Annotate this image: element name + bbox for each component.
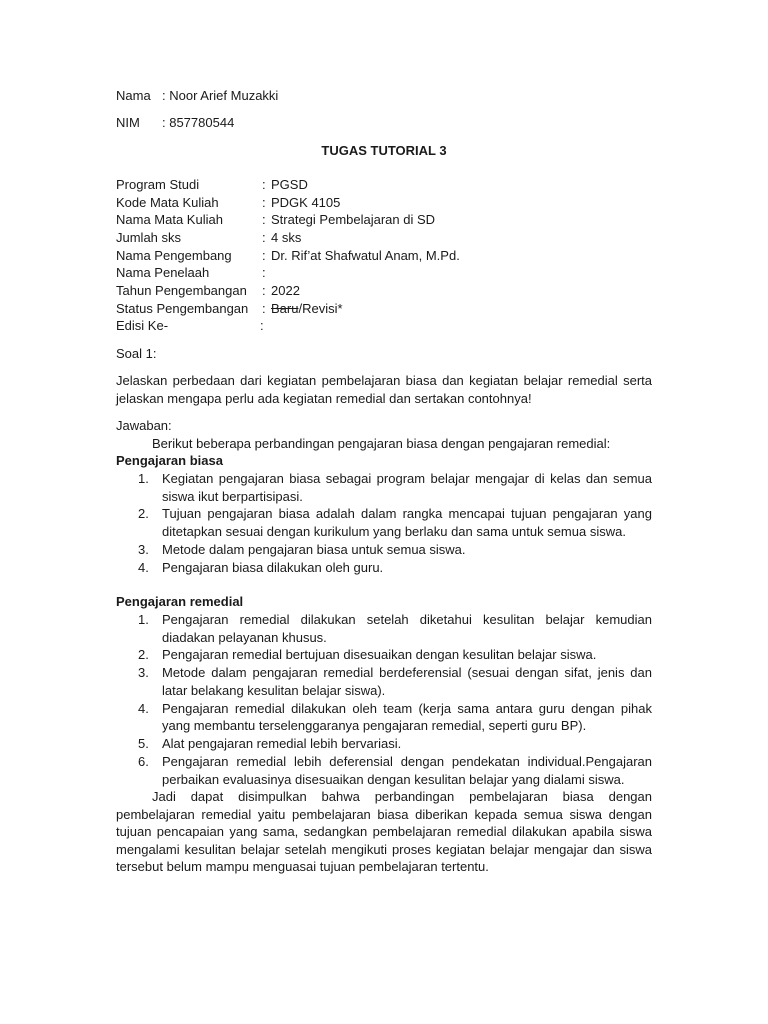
list-item	[116, 735, 652, 753]
list-item	[116, 664, 652, 699]
info-value: PGSD	[271, 177, 308, 192]
info-label: Tahun Pengembangan	[116, 283, 247, 298]
list-text: Pengajaran remedial lebih deferensial dengan pendekatan individual.Pengajaran perbaikan evaluasinya disesuaikan dengan kesulitan belajar yang dialami siswa.	[162, 754, 652, 787]
info-value: 4 sks	[271, 230, 302, 245]
info-label: Nama Pengembang	[116, 248, 232, 263]
info-value: Strategi Pembelajaran di SD	[271, 212, 436, 227]
info-colon: :	[262, 212, 266, 227]
info-colon: :	[262, 230, 266, 245]
list-text: Kegiatan pengajaran biasa sebagai program belajar mengajar di kelas dan semua siswa ikut berpartisipasi.	[162, 471, 652, 504]
info-label: Kode Mata Kuliah	[116, 195, 219, 210]
soal-label: Soal 1:	[116, 346, 157, 361]
list-item	[116, 646, 652, 664]
info-label: Program Studi	[116, 177, 200, 192]
nim-label: NIM	[116, 115, 140, 130]
info-label: Edisi Ke-	[116, 318, 169, 333]
info-colon: :	[262, 248, 266, 263]
info-colon: :	[262, 195, 266, 210]
question-text: Jelaskan perbedaan dari kegiatan pembelajaran biasa dan kegiatan belajar remedial serta jelaskan mengapa perlu ada kegiatan remedial dan sertakan contohnya!	[116, 373, 652, 406]
info-colon: :	[262, 177, 266, 192]
list-number: 4.	[138, 700, 149, 716]
list-item	[116, 470, 652, 505]
nama-value: : Noor Arief Muzakki	[162, 88, 279, 103]
jawaban-label: Jawaban:	[116, 418, 172, 433]
list-text: Tujuan pengajaran biasa adalah dalam rangka mencapai tujuan pengajaran yang ditetapkan sesuai dengan kurikulum yang berlaku dan sama untuk semua siswa.	[162, 506, 652, 540]
info-colon: :	[260, 318, 264, 333]
list-text: Metode dalam pengajaran remedial berdeferensial (sesuai dengan sifat, jenis dan latar belakang kesulitan belajar siswa).	[162, 665, 652, 698]
list-number: 1.	[138, 612, 149, 627]
page-title: TUGAS TUTORIAL 3	[321, 143, 447, 158]
info-value: PDGK 4105	[271, 195, 341, 210]
list-text: Pengajaran remedial dilakukan setelah diketahui kesulitan belajar kemudian diadakan pelayanan khusus.	[162, 612, 652, 645]
struck-value: Baru	[271, 301, 299, 316]
info-label: Nama Mata Kuliah	[116, 212, 223, 227]
list-biasa	[116, 470, 652, 577]
conclusion-text: Jadi dapat disimpulkan bahwa perbandingan pembelajaran biasa dengan pembelajaran remedial yaitu pembelajaran biasa diberikan kepada semua siswa dengan tujuan pencapaian yang sama, sedangkan pembelajaran remedial dilakukan apabila siswa mengalami kesulitan belajar setelah mengikuti proses kegiatan belajar mengajar dan siswa tersebut belum mampu menguasai tujuan pembelajaran tertentu.	[116, 789, 652, 875]
list-text: Alat pengajaran remedial lebih bervariasi.	[162, 736, 402, 752]
info-value	[271, 300, 343, 318]
list-text: Metode dalam pengajaran biasa untuk semua siswa.	[162, 541, 466, 557]
list-text: Pengajaran remedial bertujuan disesuaikan dengan kesulitan belajar siswa.	[162, 647, 597, 663]
list-number: 2.	[138, 506, 149, 522]
intro-text: Berikut beberapa perbandingan pengajaran biasa dengan pengajaran remedial:	[152, 436, 611, 451]
list-number: 2.	[138, 647, 149, 663]
list-item	[116, 505, 652, 540]
list-number: 4.	[138, 559, 149, 575]
nim-value: : 857780544	[162, 115, 235, 130]
info-colon: :	[262, 283, 266, 298]
section-heading-biasa: Pengajaran biasa	[116, 453, 223, 468]
info-colon: :	[262, 301, 266, 316]
section-heading-remedial: Pengajaran remedial	[116, 594, 244, 609]
list-number: 1.	[138, 471, 149, 486]
info-label: Nama Penelaah	[116, 265, 210, 280]
info-colon: :	[262, 265, 266, 280]
list-item	[116, 700, 652, 735]
list-item	[116, 559, 652, 577]
list-remedial	[116, 611, 652, 789]
list-item	[116, 611, 652, 646]
nama-label: Nama	[116, 88, 151, 103]
info-label: Jumlah sks	[116, 230, 182, 245]
list-item	[116, 541, 652, 559]
list-number: 5.	[138, 736, 149, 752]
list-number: 3.	[138, 541, 149, 557]
info-value: 2022	[271, 283, 300, 298]
list-number: 3.	[138, 665, 149, 681]
list-item	[116, 753, 652, 788]
info-value: Dr. Rif’at Shafwatul Anam, M.Pd.	[271, 248, 460, 263]
list-text: Pengajaran biasa dilakukan oleh guru.	[162, 559, 384, 575]
info-label: Status Pengembangan	[116, 301, 249, 316]
list-number: 6.	[138, 754, 149, 770]
status-rest: /Revisi*	[298, 301, 343, 316]
list-text: Pengajaran remedial dilakukan oleh team (kerja sama antara guru dengan pihak yang membantu terselenggaranya pengajaran remedial, seperti guru BP).	[162, 700, 652, 734]
